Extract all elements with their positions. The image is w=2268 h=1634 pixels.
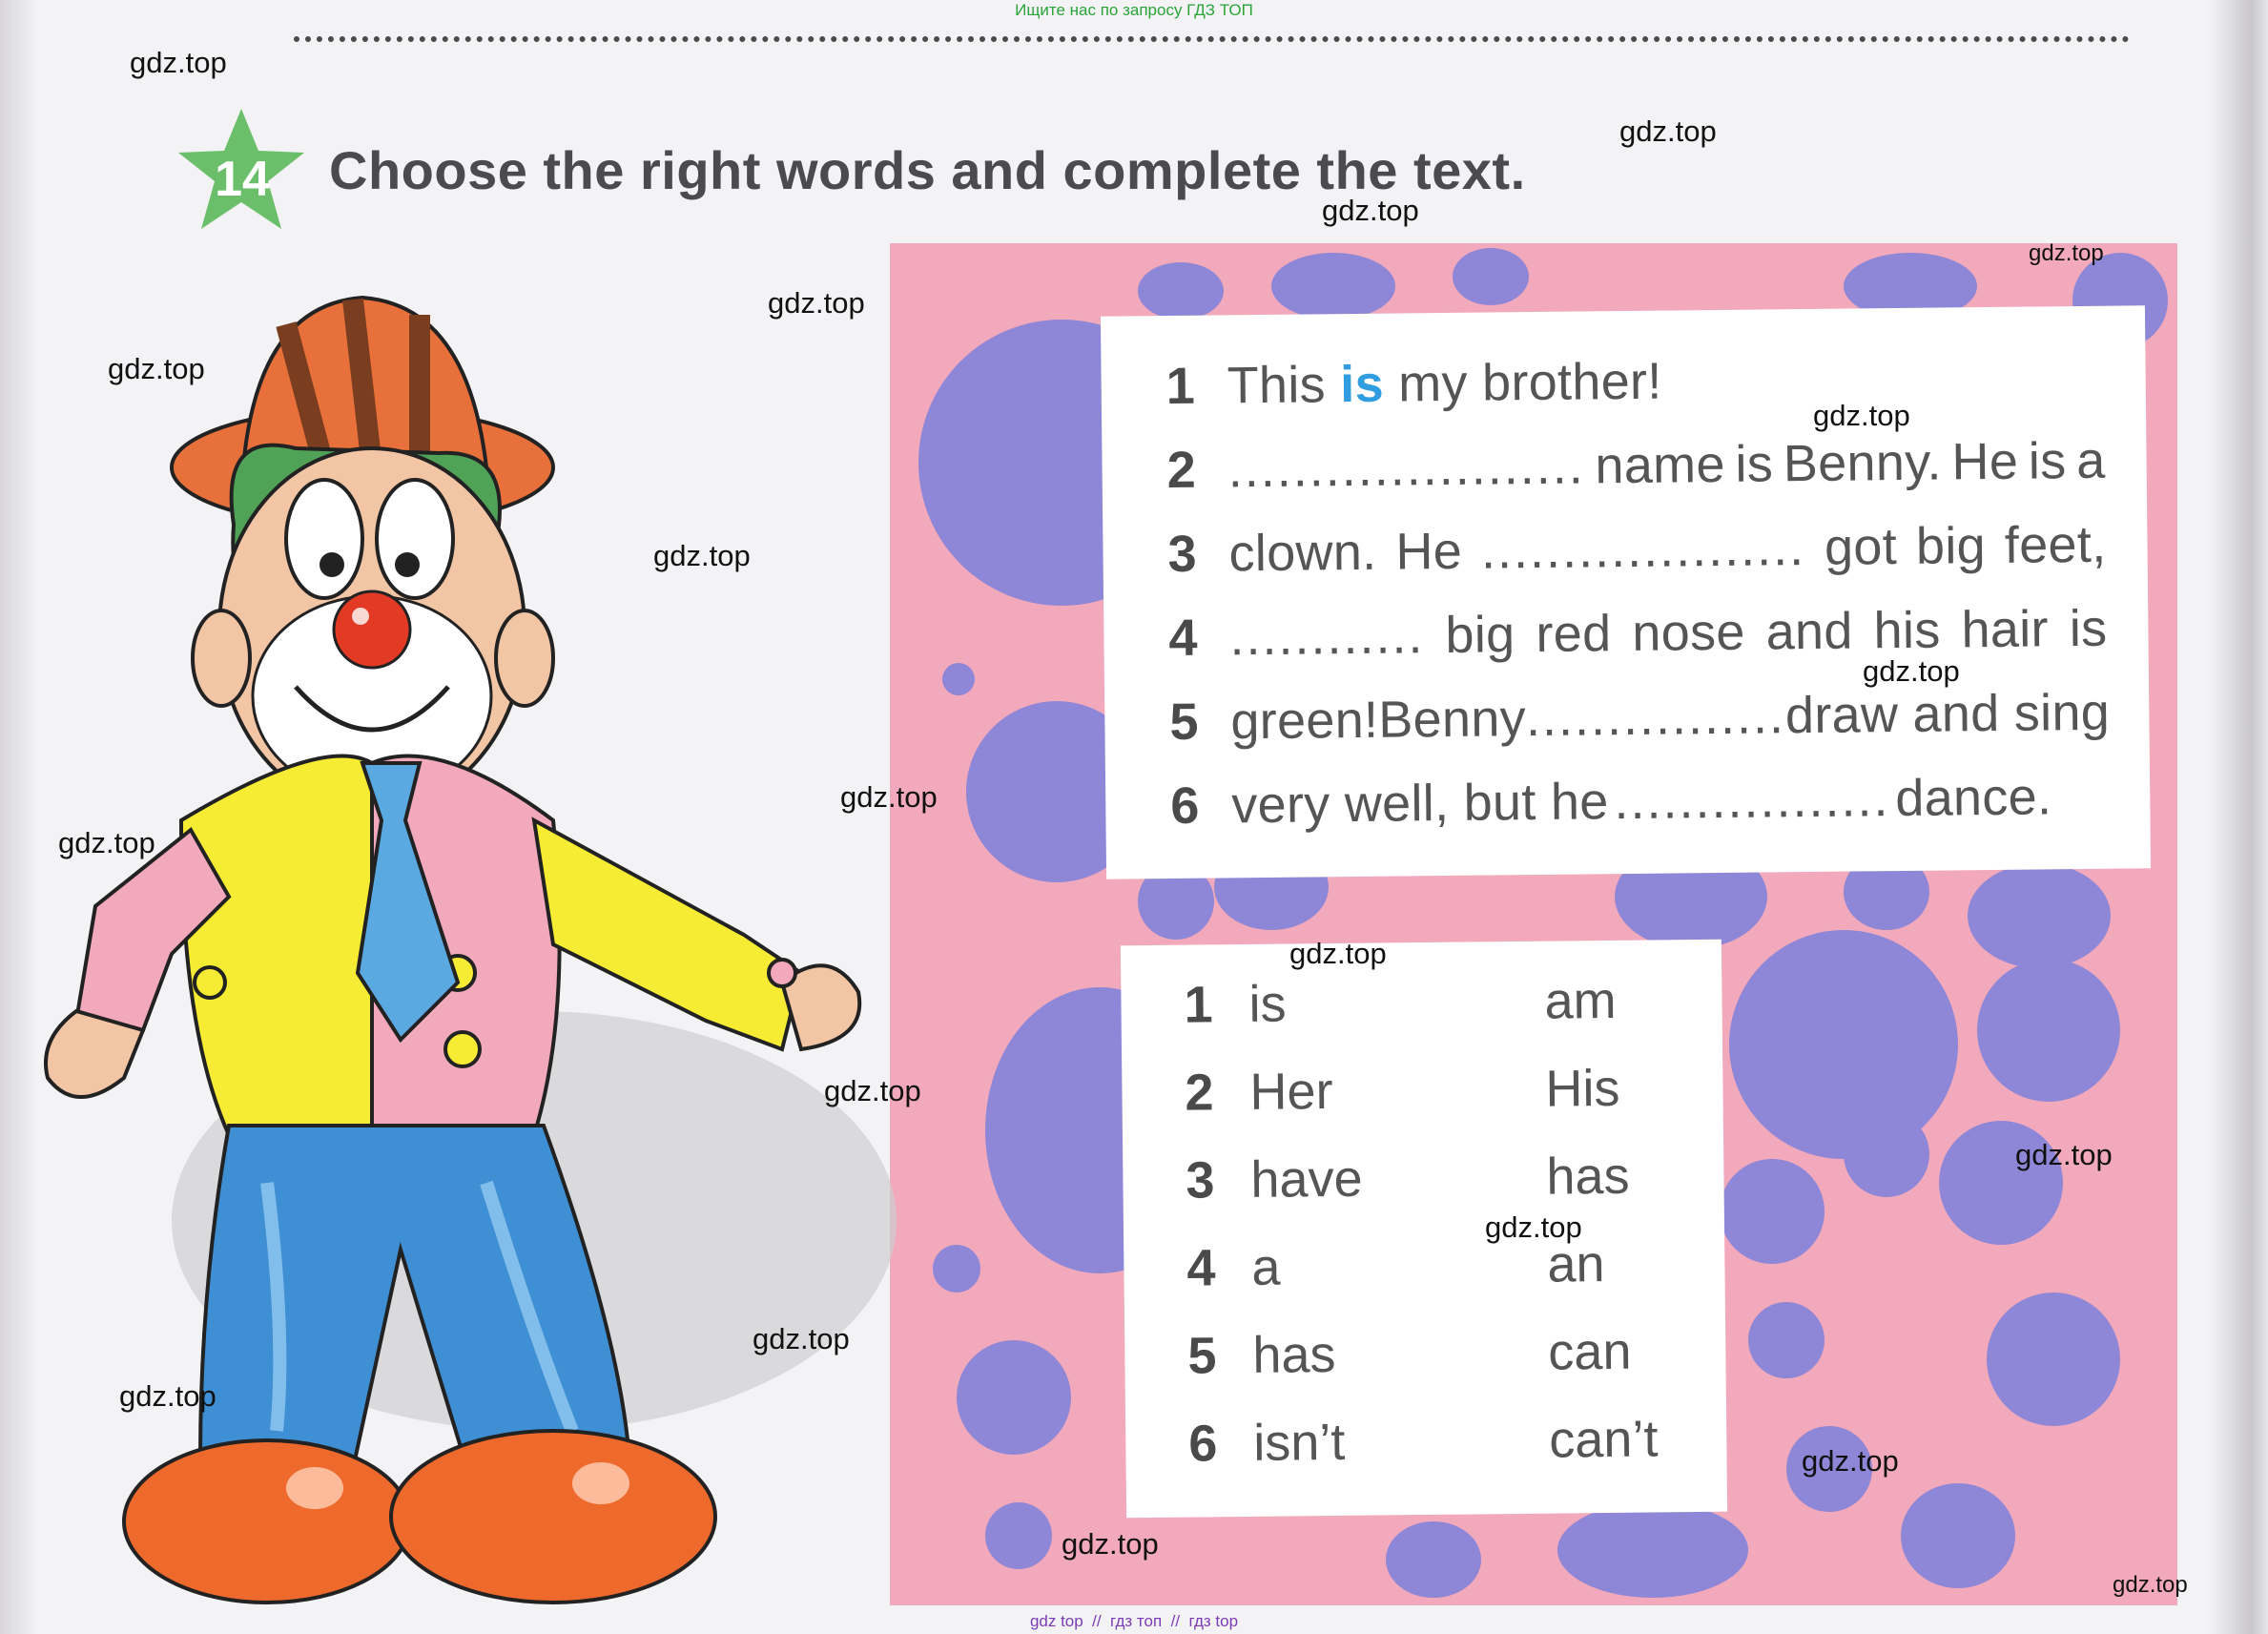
watermark[interactable]: gdz.top bbox=[1322, 194, 1419, 227]
word: draw and sing bbox=[1784, 683, 2111, 745]
choice-option-a[interactable]: a bbox=[1251, 1238, 1281, 1296]
text-line-5 bbox=[1169, 684, 2109, 751]
answer-blank[interactable]: .................... bbox=[1480, 519, 1806, 580]
choice-option-b[interactable]: can’t bbox=[1549, 1410, 1659, 1469]
word: Benny. bbox=[1783, 433, 1943, 493]
word: clown. bbox=[1228, 523, 1377, 583]
text-line-6 bbox=[1170, 768, 2052, 835]
word: is bbox=[2028, 432, 2067, 490]
word: feet, bbox=[2004, 515, 2107, 574]
top-notice[interactable]: Ищите нас по запросу ГДЗ ТОП bbox=[1015, 1, 1253, 19]
choice-row-6 bbox=[1188, 1405, 1659, 1477]
choice-option-b[interactable]: has bbox=[1546, 1147, 1630, 1206]
watermark[interactable]: gdz.top bbox=[2015, 1138, 2113, 1171]
choice-option-a[interactable]: Her bbox=[1249, 1062, 1333, 1121]
watermark[interactable]: gdz.top bbox=[2029, 240, 2104, 266]
line-number: 5 bbox=[1169, 693, 1200, 752]
watermark[interactable]: gdz.top bbox=[768, 286, 865, 320]
watermark[interactable]: gdz.top bbox=[108, 352, 205, 385]
watermark[interactable]: gdz.top bbox=[653, 539, 751, 572]
word: and bbox=[1765, 602, 1853, 661]
word: He bbox=[1951, 432, 2019, 491]
page-shadow-left bbox=[0, 0, 38, 1634]
panel-dot bbox=[1901, 1483, 2015, 1588]
watermark[interactable]: gdz.top bbox=[840, 780, 938, 814]
text-line-2 bbox=[1166, 432, 2106, 499]
panel-dot bbox=[1138, 262, 1224, 320]
word: very well, but he bbox=[1231, 773, 1609, 835]
line-number: 4 bbox=[1168, 609, 1199, 668]
panel-dot bbox=[1271, 253, 1395, 320]
watermark[interactable]: gdz.top bbox=[119, 1379, 216, 1413]
choice-option-a[interactable]: is bbox=[1248, 975, 1287, 1033]
exercise-title: Choose the right words and complete the text. bbox=[329, 140, 1526, 200]
watermark[interactable]: gdz.top bbox=[1863, 654, 1960, 688]
choice-option-b[interactable]: His bbox=[1545, 1059, 1620, 1118]
word: his bbox=[1873, 601, 1941, 660]
line-text: my brother! bbox=[1383, 352, 1662, 413]
choice-number: 5 bbox=[1187, 1327, 1217, 1385]
text-line-4 bbox=[1168, 600, 2108, 667]
panel-dot bbox=[1386, 1521, 1481, 1598]
line-number: 6 bbox=[1170, 776, 1200, 836]
choice-option-a[interactable]: have bbox=[1250, 1149, 1363, 1209]
panel-dot bbox=[1453, 248, 1529, 305]
choice-row-2 bbox=[1185, 1055, 1620, 1127]
watermark[interactable]: gdz.top bbox=[1813, 399, 1910, 432]
choice-option-b[interactable]: can bbox=[1548, 1322, 1632, 1381]
choice-option-b[interactable]: am bbox=[1544, 971, 1617, 1030]
panel-dot bbox=[1844, 1111, 1929, 1197]
clown-illustration bbox=[38, 286, 916, 1622]
panel-dot bbox=[957, 1340, 1071, 1455]
line-number: 1 bbox=[1165, 357, 1196, 416]
watermark[interactable]: gdz.top bbox=[1485, 1210, 1582, 1244]
word: is bbox=[1735, 435, 1774, 493]
word: big bbox=[1915, 517, 1987, 575]
watermark[interactable]: gdz.top bbox=[58, 826, 155, 859]
choice-option-b[interactable]: an bbox=[1547, 1235, 1605, 1293]
word: name bbox=[1595, 435, 1726, 495]
answer-blank[interactable]: ................. bbox=[1614, 770, 1890, 831]
choice-option-a[interactable]: isn’t bbox=[1253, 1413, 1346, 1472]
dotted-rule bbox=[294, 36, 2130, 42]
choice-number: 1 bbox=[1184, 976, 1213, 1034]
panel-dot bbox=[1729, 930, 1958, 1159]
panel-dot bbox=[1987, 1293, 2120, 1426]
exercise-number: 14 bbox=[215, 152, 270, 207]
word: Benny bbox=[1377, 690, 1527, 749]
answer-blank[interactable]: ................ bbox=[1525, 687, 1786, 748]
word: dance. bbox=[1895, 768, 2052, 828]
choice-row-5 bbox=[1187, 1318, 1632, 1390]
word: He bbox=[1395, 522, 1463, 581]
word: red bbox=[1536, 605, 1612, 663]
answer-blank[interactable]: ............ bbox=[1229, 607, 1425, 667]
word: hair bbox=[1961, 600, 2050, 659]
text-line-1 bbox=[1165, 353, 1661, 415]
text-line-3 bbox=[1167, 516, 2107, 583]
line-text: This bbox=[1227, 356, 1341, 415]
panel-dot bbox=[1977, 959, 2120, 1102]
panel-dot bbox=[933, 1245, 980, 1293]
word: big bbox=[1445, 606, 1515, 664]
choice-row-1 bbox=[1184, 967, 1617, 1039]
watermark[interactable]: gdz.top bbox=[753, 1322, 850, 1355]
choice-option-a[interactable]: has bbox=[1252, 1325, 1336, 1384]
panel-dot bbox=[1557, 1502, 1748, 1598]
word: is bbox=[2069, 599, 2108, 658]
choice-number: 4 bbox=[1186, 1239, 1216, 1297]
panel-dot bbox=[985, 1502, 1052, 1569]
choice-row-3 bbox=[1186, 1143, 1630, 1214]
example-answer: is bbox=[1339, 355, 1385, 414]
word: a bbox=[2075, 431, 2106, 490]
panel-dot bbox=[942, 663, 975, 695]
answer-blank[interactable]: ...................... bbox=[1227, 437, 1586, 499]
choice-number: 2 bbox=[1185, 1064, 1214, 1122]
panel-dot bbox=[1720, 1159, 1825, 1264]
line-number: 2 bbox=[1166, 441, 1197, 500]
word: nose bbox=[1632, 603, 1745, 662]
watermark[interactable]: gdz.top bbox=[130, 46, 227, 79]
footer-links[interactable]: gdz top // гдз топ // гдз top bbox=[1029, 1612, 1239, 1630]
line-number: 3 bbox=[1167, 525, 1198, 584]
choice-number: 6 bbox=[1188, 1415, 1218, 1473]
story-text-box bbox=[1101, 305, 2151, 879]
panel-dot bbox=[1968, 863, 2111, 968]
page-shadow-right bbox=[2211, 0, 2268, 1634]
word-choices-box bbox=[1121, 940, 1727, 1519]
watermark[interactable]: gdz.top bbox=[1802, 1444, 1899, 1478]
watermark[interactable]: gdz.top bbox=[1619, 114, 1717, 148]
panel-dot bbox=[1748, 1302, 1825, 1378]
word: got bbox=[1824, 518, 1898, 576]
watermark[interactable]: gdz.top bbox=[2113, 1572, 2188, 1598]
choice-number: 3 bbox=[1186, 1151, 1215, 1210]
word: green! bbox=[1230, 691, 1379, 751]
watermark[interactable]: gdz.top bbox=[1062, 1527, 1159, 1561]
watermark[interactable]: gdz.top bbox=[824, 1074, 921, 1107]
watermark[interactable]: gdz.top bbox=[1289, 937, 1387, 970]
